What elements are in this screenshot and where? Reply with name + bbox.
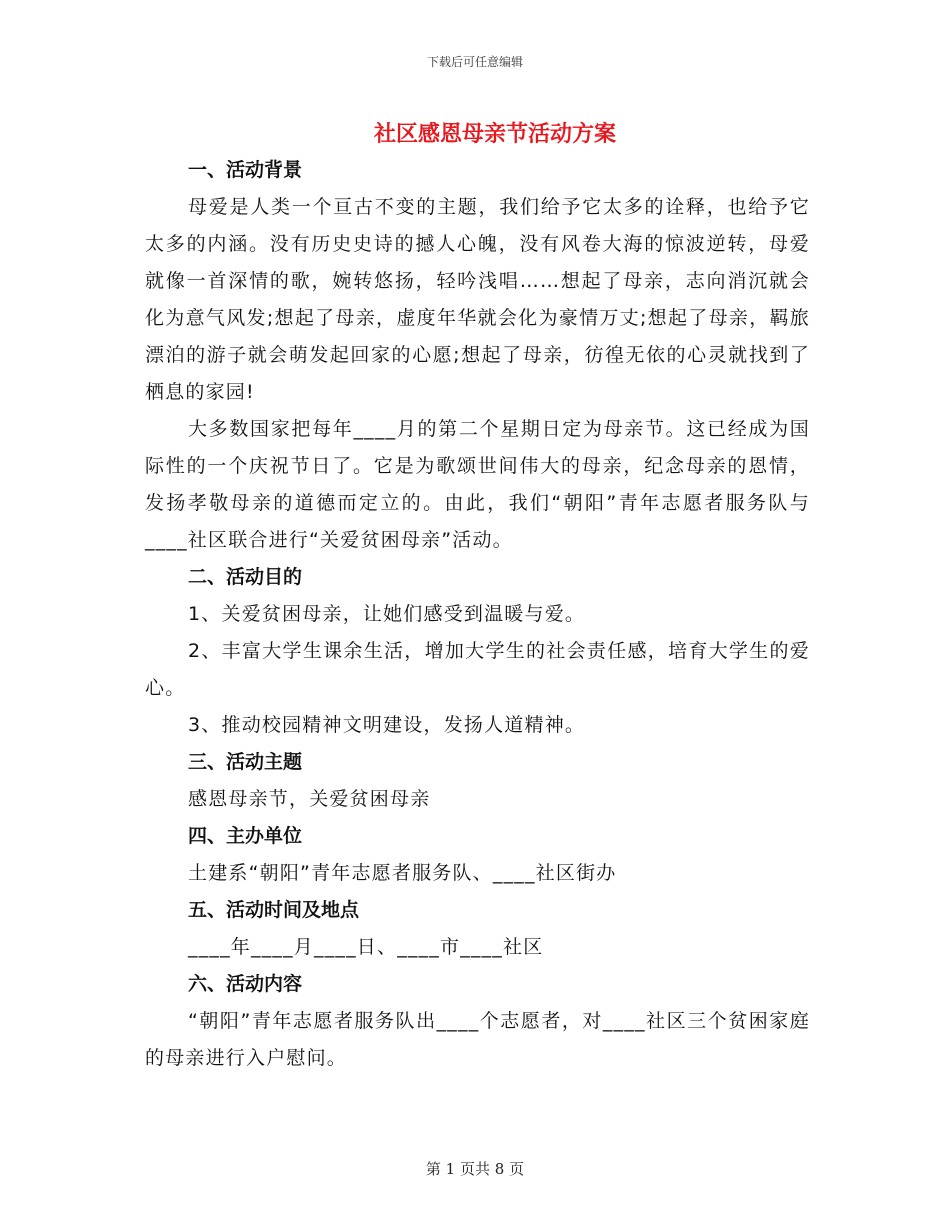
paragraph-background-2: 大多数国家把每年____月的第二个星期日定为母亲节。这已经成为国际性的一个庆祝节日了。它是为歌颂世间伟大的母亲，纪念母亲的恩情，发扬孝敬母亲的道德而定立的。由此，我们“朝阳”青年志愿者服务队与____社区联合进行“关爱贫困母亲”活动。 [145, 418, 810, 551]
paragraph-background-1: 母爱是人类一个亘古不变的主题，我们给予它太多的诠释，也给予它太多的内涵。没有历史史诗的撼人心魄，没有风卷大海的惊波逆转，母爱就像一首深情的歌，婉转悠扬，轻吟浅唱……想起了母亲，志向消沉就会化为意气风发;想起了母亲，虚度年华就会化为豪情万丈;想起了母亲，羁旅漂泊的游子就会萌发起回家的心愿;想起了母亲，彷徨无依的心灵就找到了栖息的家园! [145, 196, 810, 403]
time-place-text: ____年____月____日、____市____社区 [188, 936, 544, 958]
section-heading-purpose: 二、活动目的 [188, 566, 303, 588]
page-footer: 第 1 页共 8 页 [425, 1160, 525, 1178]
theme-text: 感恩母亲节，关爱贫困母亲 [188, 788, 431, 810]
section-heading-content: 六、活动内容 [188, 973, 303, 995]
document-body [145, 152, 810, 1077]
content-text: “朝阳”青年志愿者服务队出____个志愿者，对____社区三个贫困家庭的母亲进行入户慰问。 [145, 1010, 810, 1069]
purpose-item-1: 1、关爱贫困母亲，让她们感受到温暖与爱。 [188, 603, 586, 625]
document-title: 社区感恩母亲节活动方案 [373, 121, 616, 147]
organizer-text: 土建系“朝阳”青年志愿者服务队、____社区街办 [188, 862, 617, 884]
section-heading-organizer: 四、主办单位 [188, 825, 303, 847]
section-heading-time-place: 五、活动时间及地点 [188, 899, 360, 921]
purpose-item-2: 2、丰富大学生课余生活，增加大学生的社会责任感，培育大学生的爱心。 [145, 640, 810, 699]
page-header: 下载后可任意编辑 [426, 55, 523, 69]
section-heading-theme: 三、活动主题 [188, 751, 303, 773]
section-heading-background: 一、活动背景 [188, 159, 303, 181]
purpose-item-3: 3、推动校园精神文明建设，发扬人道精神。 [188, 714, 586, 736]
